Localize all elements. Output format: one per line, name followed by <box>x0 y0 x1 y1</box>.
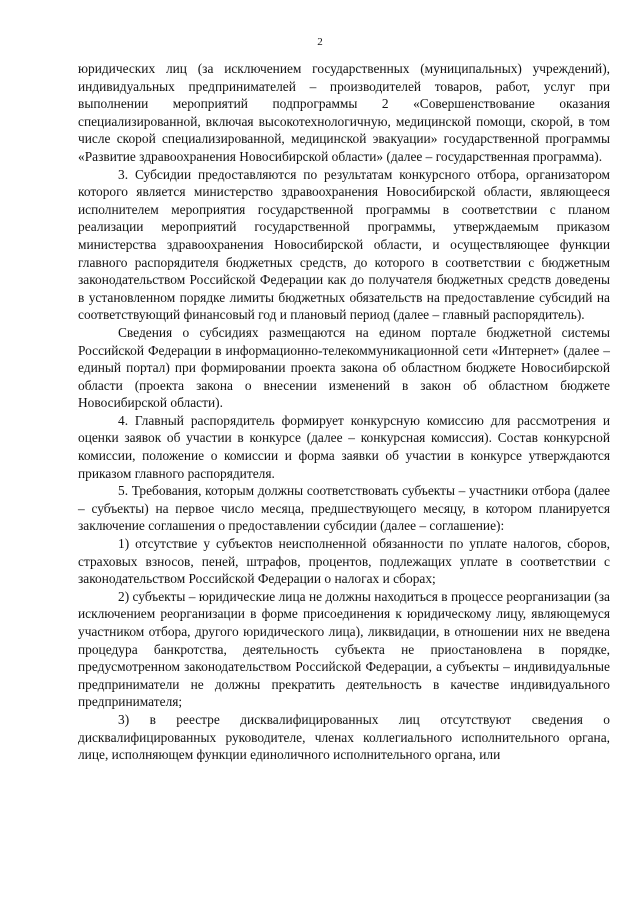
paragraph-continuation: юридических лиц (за исключением государственных (муниципальных) учреждений), индивидуальных предпринимателей – производителей товаров, работ, услуг при выполнении мероприятий подпрограммы 2 «Совершенствование оказания специализированной, включая высокотехнологичную, медицинской помощи, скорой, в том числе скорой специализированной, медицинской эвакуации» государственной программы «Развитие здравоохранения Новосибирской области» (далее – государственная программа). <box>78 61 610 164</box>
paragraph-clause-5: 5. Требования, которым должны соответствовать субъекты – участники отбора (далее – субъекты) на первое число месяца, предшествующего месяцу, в котором планируется заключение соглашения о предоставлении субсидии (далее – соглашение): <box>78 483 610 534</box>
paragraph-clause-4: 4. Главный распорядитель формирует конкурсную комиссию для рассмотрения и оценки заявок об участии в конкурсе (далее – конкурсная комиссия). Состав конкурсной комиссии, положение о комиссии и форма заявки об участии в конкурсе утверждаются приказом главного распорядителя. <box>78 412 610 481</box>
paragraph-requirement-1: 1) отсутствие у субъектов неисполненной обязанности по уплате налогов, сборов, страховых взносов, пеней, штрафов, процентов, подлежащих уплате в соответствии с законодательством Российской Федерации о налогах и сборах; <box>78 536 610 587</box>
paragraph-subsidy-info: Сведения о субсидиях размещаются на едином портале бюджетной системы Российской Федерации в информационно-телекоммуникационной сети «Интернет» (далее – единый портал) при формировании проекта закона об областном бюджете Новосибирской области (проекта закона о внесении изменений в закон об областном бюджете Новосибирской области). <box>78 324 610 411</box>
paragraph-requirement-2: 2) субъекты – юридические лица не должны находиться в процессе реорганизации (за исключением реорганизации в форме присоединения к юридическому лицу, являющемуся участником отбора, другого юридического лица), ликвидации, в отношении них не введена процедура банкротства, деятельность субъекта не приостановлена в порядке, предусмотренном законодательством Российской Федерации, а субъекты – индивидуальные предприниматели не должны прекратить деятельность в качестве индивидуального предпринимателя; <box>78 588 610 710</box>
page-number: 2 <box>317 36 323 48</box>
paragraph-clause-3: 3. Субсидии предоставляются по результатам конкурсного отбора, организатором которого является министерство здравоохранения Новосибирской области, являющееся исполнителем мероприятия государственной программы в соответствии с планом реализации мероприятий государственной программы, утверждаемым приказом министерства здравоохранения Новосибирской области, и осуществляющее функции главного распорядителя бюджетных средств, до которого в соответствии с бюджетным законодательством Российской Федерации как до получателя бюджетных средств доведены в установленном порядке лимиты бюджетных обязательств на предоставление субсидий на соответствующий финансовый год и плановый период (далее – главный распорядитель). <box>78 166 610 323</box>
paragraph-requirement-3: 3) в реестре дисквалифицированных лиц отсутствуют сведения о дисквалифицированных руководителе, членах коллегиального исполнительного органа, лице, исполняющем функции единоличного исполнительного органа, или <box>78 711 610 763</box>
document-body <box>78 60 610 764</box>
